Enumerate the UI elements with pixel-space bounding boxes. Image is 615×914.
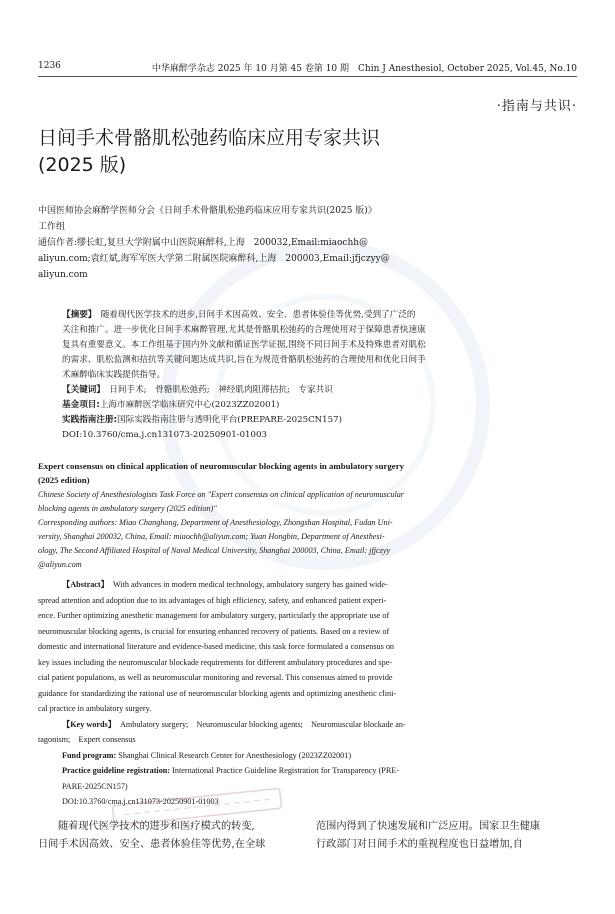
body-column-left <box>38 818 300 854</box>
abstract-en-line-7: cial patient populations, as well as neuromuscular monitoring and reversal. This consensus aimed to provide <box>38 673 393 682</box>
abstract-label-cn: 【摘要】 <box>62 310 93 320</box>
body-right-line-2: 行政部门对日间手术的重视程度也日益增加,自 <box>316 839 523 850</box>
fund-label-cn: 基金项目: <box>62 400 100 410</box>
english-title <box>38 459 578 487</box>
page-number: 1236 <box>38 61 61 71</box>
abstract-en-line-5: domestic and international literature and evidence-based medicine, this task force formulated a consensus on <box>38 642 395 651</box>
abstract-label-en: 【Abstract】 <box>62 580 105 589</box>
english-author-line-6: @aliyun.com <box>38 560 82 569</box>
fund-label-en: Fund program: <box>62 750 117 760</box>
abstract-en-line-9: cal practice in ambulatory surgery. <box>38 704 152 713</box>
chinese-abstract-block <box>62 308 576 443</box>
english-author-line-3: Corresponding authors: Miao Changhong, Department of Anesthesiology, Zhongshan Hospital, Fudan Uni- <box>38 518 393 527</box>
english-author-line-2: blocking agents in ambulatory surgery (2025 edition)" <box>38 504 217 513</box>
chinese-authors-block <box>38 203 578 283</box>
keywords-en-line-2: tagonism; Expert consensus <box>38 735 136 744</box>
header-rule <box>38 76 577 77</box>
abstract-cn-line-1: 随着现代医学技术的进步,日间手术因高效、安全、患者体验佳等优势,受到了广泛的 <box>100 310 416 320</box>
abstract-en-line-6: key issues including the neuromuscular blockade requirements for different ambulatory procedures and spe- <box>38 657 393 667</box>
registration-en-line-2: PARE-2025CN157) <box>62 781 128 791</box>
english-author-line-1: Chinese Society of Anesthesiologists Task Force on "Expert consensus on clinical application of neuromuscular <box>38 490 404 499</box>
keywords-label-en: 【Key words】 <box>62 719 112 729</box>
registration-label-cn: 实践指南注册: <box>62 415 117 425</box>
abstract-cn-line-3: 复具有重要意义。本工作组基于国内外文献和循证医学证据,围绕不同日间手术及特殊患者对肌松 <box>62 340 426 350</box>
keywords-cn: 日间手术; 骨骼肌松弛药; 神经肌肉阻滞拮抗; 专家共识 <box>109 385 333 395</box>
abstract-cn-line-4: 的需求、肌松监测和拮抗等关键问题达成共识,旨在为规范骨骼肌松弛药的合理使用和优化日间手 <box>62 355 426 365</box>
english-author-line-4: versity, Shanghai 200032, China, Email: miaochh@aliyun.com; Yuan Hongbin, Department of Anesthesi- <box>38 532 385 541</box>
abstract-en-line-8: guidance for standardizing the rational use of neuromuscular blocking agents and optimizing anesthetic clini- <box>38 688 397 698</box>
abstract-cn-line-5: 术麻醉临床实践提供指导。 <box>62 370 166 380</box>
registration-label-en: Practice guideline registration: <box>62 766 171 775</box>
body-right-line-1: 范围内得到了快速发展和广泛应用。国家卫生健康 <box>316 821 541 832</box>
body-left-line-2: 日间手术因高效、安全、患者体验佳等优势,在全球 <box>38 839 266 850</box>
english-title-line-1: Expert consensus on clinical application of neuromuscular blocking agents in ambulatory surgery <box>38 461 404 471</box>
registration-en-line-1: International Practice Guideline Registration for Transparency (PRE- <box>172 766 400 775</box>
fund-cn: 上海市麻醉医学临床研究中心(2023ZZ02001) <box>99 400 280 410</box>
abstract-en-line-4: neuromuscular blocking agents, is crucial for ensuring enhanced recovery of patients. Based on a review of <box>38 626 390 636</box>
section-label: ·指南与共识· <box>496 99 577 114</box>
english-authors-block <box>38 488 578 572</box>
article-title <box>38 125 518 179</box>
journal-running-header: 中华麻醉学杂志 2025 年 10 月第 45 卷第 10 期 Chin J Anesthesiol, October 2025, Vol.45, No.10 <box>151 64 577 74</box>
body-left-line-1: 随着现代医学技术的进步和医疗模式的转变, <box>58 821 255 832</box>
english-author-line-5: ology, The Second Affiliated Hospital of Naval Medical University, Shanghai 200003, China, Email: jfjczyy <box>38 546 391 555</box>
english-title-line-2: (2025 edition) <box>38 475 90 485</box>
title-line-1: 日间手术骨骼肌松弛药临床应用专家共识 <box>38 127 381 149</box>
doi-cn: DOI:10.3760/cma.j.cn131073-20250901-01003 <box>62 430 267 440</box>
keywords-label-cn: 【关键词】 <box>62 385 101 395</box>
abstract-cn-line-2: 关注和推广。进一步优化日间手术麻醉管理,尤其是骨骼肌松弛药的合理使用对于保障患者快速康 <box>62 325 426 335</box>
abstract-en-line-3: ence. Further optimizing anesthetic management for ambulatory surgery, particularly the appropriate use of <box>38 611 390 620</box>
keywords-en-line-1: Ambulatory surgery; Neuromuscular blocking agents; Neuromuscular blockade an- <box>120 719 406 729</box>
abstract-en-line-1: With advances in modern medical technology, ambulatory surgery has gained wide- <box>112 580 388 589</box>
corresponding-line-1: 通信作者:缪长虹,复旦大学附属中山医院麻醉科,上海 200032,Email:miaochh@ <box>38 238 369 248</box>
abstract-en-line-2: spread attention and adoption due to its advantages of high efficiency, safety, and enhanced patient experi- <box>38 595 387 605</box>
registration-cn: 国际实践指南注册与透明化平台(PREPARE-2025CN157) <box>117 415 342 425</box>
fund-en: Shanghai Clinical Research Center for Anesthesiology (2023ZZ02001) <box>118 750 352 760</box>
title-line-2: (2025 版) <box>38 154 127 176</box>
doi-en: DOI:10.3760/cma.j.cn131073-20250901-01003 <box>62 797 219 806</box>
corresponding-line-3: aliyun.com <box>38 270 88 280</box>
body-column-right <box>316 818 578 854</box>
english-abstract-block <box>38 577 578 810</box>
corresponding-line-2: aliyun.com;袁红斌,海军军医大学第二附属医院麻醉科,上海 200003,Email:jfjczyy@ <box>38 254 390 264</box>
task-force-line-1: 中国医师协会麻醉学医师分会《日间手术骨骼肌松弛药临床应用专家共识(2025 版)》 <box>38 206 377 216</box>
task-force-line-2: 工作组 <box>38 222 66 232</box>
